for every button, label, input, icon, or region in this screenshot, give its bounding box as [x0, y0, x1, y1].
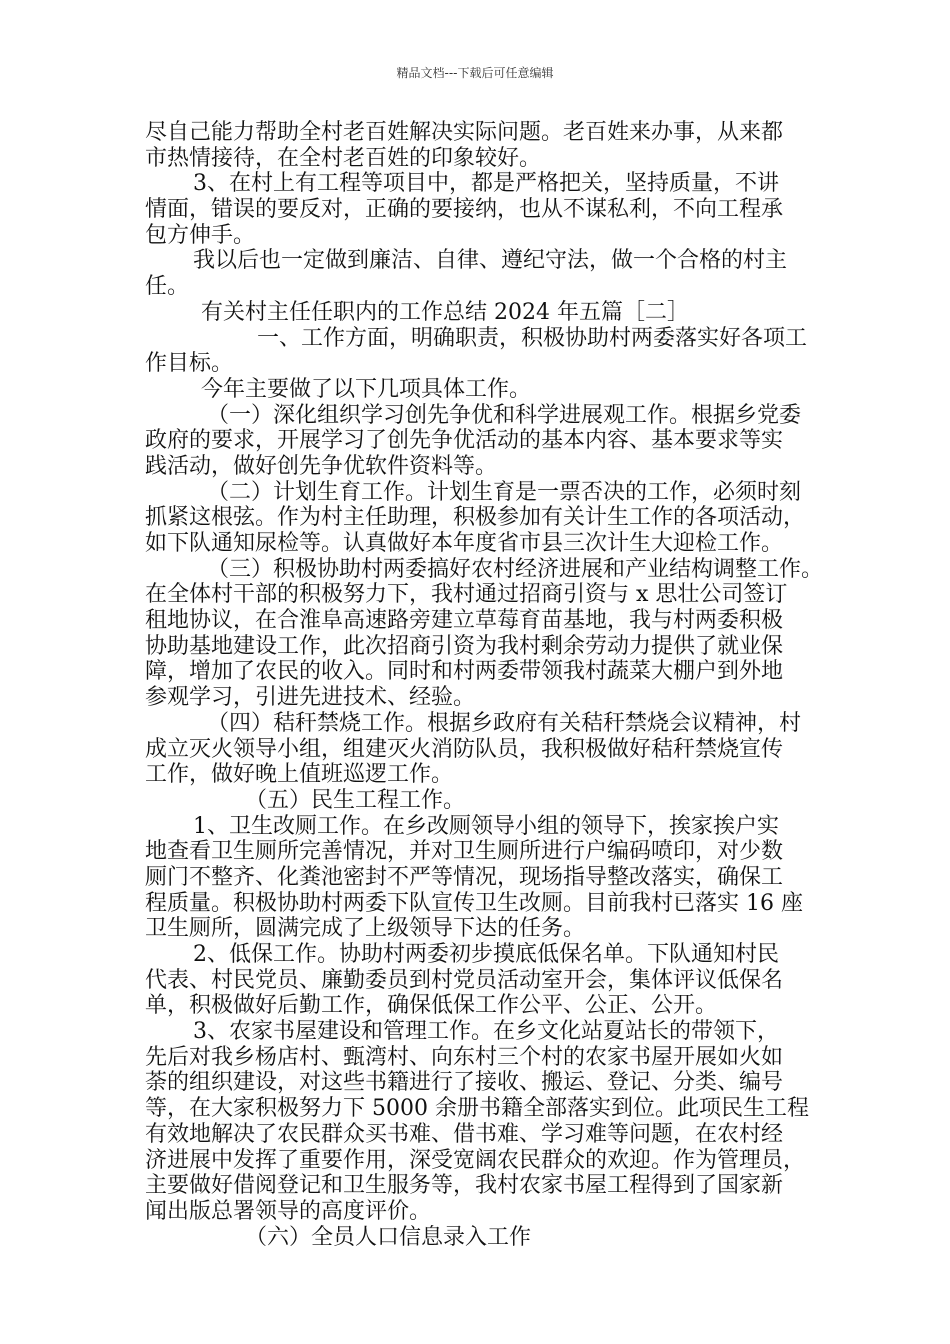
document-body	[145, 120, 825, 1250]
text-line: 一、工作方面，明确职责，积极协助村两委落实好各项工	[257, 325, 808, 351]
text-line: 济进展中发挥了重要作用，深受宽阔农民群众的欢迎。作为管理员，	[145, 1147, 806, 1173]
text-line: （五）民生工程工作。	[245, 787, 466, 813]
text-line: 等，在大家积极努力下 5000 余册书籍全部落实到位。此项民生工程	[145, 1096, 809, 1122]
text-line: 成立灭火领导小组，组建灭火消防队员，我积极做好秸秆禁烧宣传	[145, 736, 784, 762]
text-line: 参观学习，引进先进技术、经验。	[145, 685, 476, 711]
text-line: 如下队通知尿检等。认真做好本年度省市县三次计生大迎检工作。	[145, 531, 784, 556]
text-line: 地查看卫生厕所完善情况，并对卫生厕所进行户编码喷印，对少数	[145, 839, 784, 865]
text-line: 我以后也一定做到廉洁、自律、遵纪守法，做一个合格的村主	[193, 248, 788, 274]
text-line: 单，积极做好后勤工作，确保低保工作公平、公正、公开。	[145, 993, 718, 1019]
text-line: 1、卫生改厕工作。在乡改厕领导小组的领导下，挨家挨户实	[193, 813, 779, 839]
text-line: 市热情接待，在全村老百姓的印象较好。	[145, 145, 542, 171]
text-line: 主要做好借阅登记和卫生服务等，我村农家书屋工程得到了国家新	[145, 1173, 784, 1199]
text-line: 尽自己能力帮助全村老百姓解决实际问题。老百姓来办事，从来都	[145, 120, 784, 145]
text-line: 2、低保工作。协助村两委初步摸底低保名单。下队通知村民	[193, 942, 779, 967]
text-line: （二）计划生育工作。计划生育是一票否决的工作，必须时刻	[207, 479, 802, 505]
text-line: 程质量。积极协助村两委下队宣传卫生改厕。目前我村已落实 16 座	[145, 890, 803, 916]
text-line: （六）全员人口信息录入工作	[245, 1224, 532, 1250]
text-line: 情面，错误的要反对，正确的要接纳，也从不谋私利，不向工程承	[145, 197, 784, 223]
text-line: 有关村主任任职内的工作总结 2024 年五篇［二］	[201, 299, 689, 325]
text-line: 租地协议，在合淮阜高速路旁建立草莓育苗基地，我与村两委积极	[145, 608, 784, 634]
text-line: 今年主要做了以下几项具体工作。	[201, 376, 532, 402]
text-line: 践活动，做好创先争优软件资料等。	[145, 453, 498, 479]
page-header: 精品文档---下载后可任意编辑	[396, 66, 554, 80]
text-line: 协助基地建设工作，此次招商引资为我村剩余劳动力提供了就业保	[145, 633, 784, 659]
text-line: 先后对我乡杨店村、甄湾村、向东村三个村的农家书屋开展如火如	[145, 1044, 784, 1070]
text-line: 在全体村干部的积极努力下，我村通过招商引资与 x 思壮公司签订	[145, 582, 788, 608]
text-line: 包方伸手。	[145, 222, 256, 248]
text-line: 闻出版总署领导的高度评价。	[145, 1198, 432, 1224]
text-line: 政府的要求，开展学习了创先争优活动的基本内容、基本要求等实	[145, 428, 784, 454]
text-line: （一）深化组织学习创先争优和科学进展观工作。根据乡党委	[207, 402, 802, 428]
text-line: （四）秸秆禁烧工作。根据乡政府有关秸秆禁烧会议精神，村	[207, 710, 802, 736]
text-line: 有效地解决了农民群众买书难、借书难、学习难等问题，在农村经	[145, 1121, 784, 1147]
text-line: （三）积极协助村两委搞好农村经济进展和产业结构调整工作。	[207, 556, 824, 582]
text-line: 障，增加了农民的收入。同时和村两委带领我村蔬菜大棚户到外地	[145, 659, 784, 685]
text-line: 荼的组织建设，对这些书籍进行了接收、搬运、登记、分类、编号	[145, 1070, 784, 1096]
text-line: 作目标。	[145, 351, 234, 377]
text-line: 任。	[145, 274, 190, 300]
text-line: 厕门不整齐、化粪池密封不严等情况，现场指导整改落实，确保工	[145, 864, 784, 890]
text-line: 3、在村上有工程等项目中，都是严格把关，坚持质量，不讲	[193, 171, 779, 197]
text-line: 3、农家书屋建设和管理工作。在乡文化站夏站长的带领下，	[193, 1019, 779, 1045]
text-line: 工作，做好晚上值班巡逻工作。	[145, 762, 454, 788]
text-line: 卫生厕所，圆满完成了上级领导下达的任务。	[145, 916, 586, 942]
text-line: 代表、村民党员、廉勤委员到村党员活动室开会，集体评议低保名	[145, 967, 784, 993]
text-line: 抓紧这根弦。作为村主任助理，积极参加有关计生工作的各项活动，	[145, 505, 806, 531]
